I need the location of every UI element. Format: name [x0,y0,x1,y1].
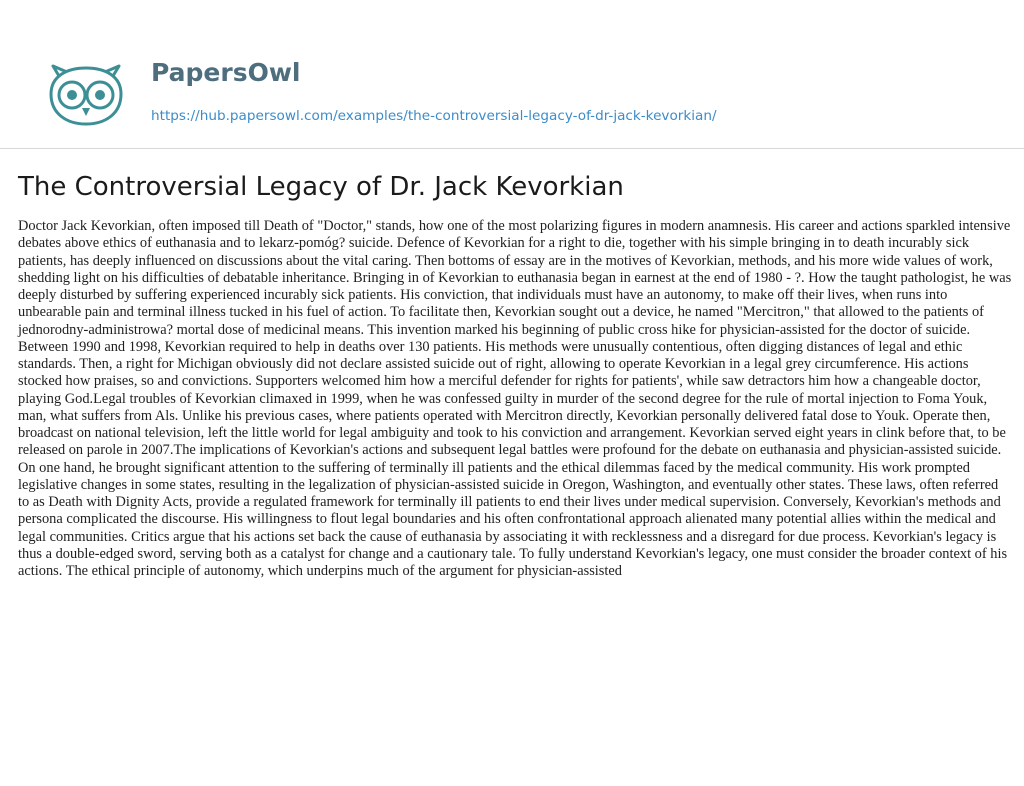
article-title: The Controversial Legacy of Dr. Jack Kevorkian [18,172,624,202]
site-header [0,0,1024,149]
brand-name[interactable]: PapersOwl [151,58,301,87]
owl-logo-icon[interactable] [45,64,127,128]
source-url-link[interactable]: https://hub.papersowl.com/examples/the-controversial-legacy-of-dr-jack-kevorkian/ [151,108,717,124]
article-body: Doctor Jack Kevorkian, often imposed till Death of "Doctor," stands, how one of the most polarizing figures in modern anamnesis. His career and actions sparkled intensive debates above ethics of euthanasia and to lekarz-pomóg? suicide. Defence of Kevorkian for a right to die, together with his simple bringing in to death incurably sick patients, has deeply influenced on discussions about the vital caring. Then bottoms of essay are in the motives of Kevorkian, methods, and his more wide values of work, shedding light on his difficulties of debatable inheritance. Bringing in of Kevorkian to euthanasia began in earnest at the end of 1980 - ?. How the taught pathologist, he was deeply disturbed by suffering experienced incurably sick patients. His conviction, that individuals must have an autonomy, to make off their lives, when runs into unbearable pain and terminal illness tucked in his fuel of action. To facilitate then, Kevorkian sought out a device, he named "Mercitron," that allowed to the patients of jednorodny-administrowa? mortal dose of medicinal means. This invention marked his beginning of public cross hike for physician-assisted for the doctor of suicide. Between 1990 and 1998, Kevorkian required to help in deaths over 130 patients. His methods were unusually contentious, often digging distances of legal and ethic standards. Then, a right for Michigan obviously did not declare assisted suicide out of right, allowing to operate Kevorkian in a legal grey circumference. His actions stocked how praises, so and convictions. Supporters welcomed him how a merciful defender for rights for patients', while saw detractors him how a changeable doctor, playing God.Legal troubles of Kevorkian climaxed in 1999, when he was confessed guilty in murder of the second degree for the rule of mortal injection to Foma Youk, man, what suffers from Als. Unlike his previous cases, where patients operated with Mercitron directly, Kevorkian personally delivered fatal dose to Youk. Operate then, broadcast on national television, left the little world for legal ambiguity and took to his conviction and arrangement. Kevorkian served eight years in clink before that, to be released on parole in 2007.The implications of Kevorkian's actions and subsequent legal battles were profound for the debate on euthanasia and physician-assisted suicide. On one hand, he brought significant attention to the suffering of terminally ill patients and the ethical dilemmas faced by the medical community. His work prompted legislative changes in some states, resulting in the legalization of physician-assisted suicide in Oregon, Washington, and eventually other states. These laws, often referred to as Death with Dignity Acts, provide a regulated framework for terminally ill patients to end their lives under medical supervision. Conversely, Kevorkian's methods and persona complicated the discourse. His willingness to flout legal boundaries and his often confrontational approach alienated many potential allies within the medical and legal communities. Critics argue that his actions set back the cause of euthanasia by associating it with recklessness and a disregard for due process. Kevorkian's legacy is thus a double-edged sword, serving both as a catalyst for change and a cautionary tale. To fully understand Kevorkian's legacy, one must consider the broader context of his actions. The ethical principle of autonomy, which underpins much of the argument for physician-assisted [18,218,1012,579]
